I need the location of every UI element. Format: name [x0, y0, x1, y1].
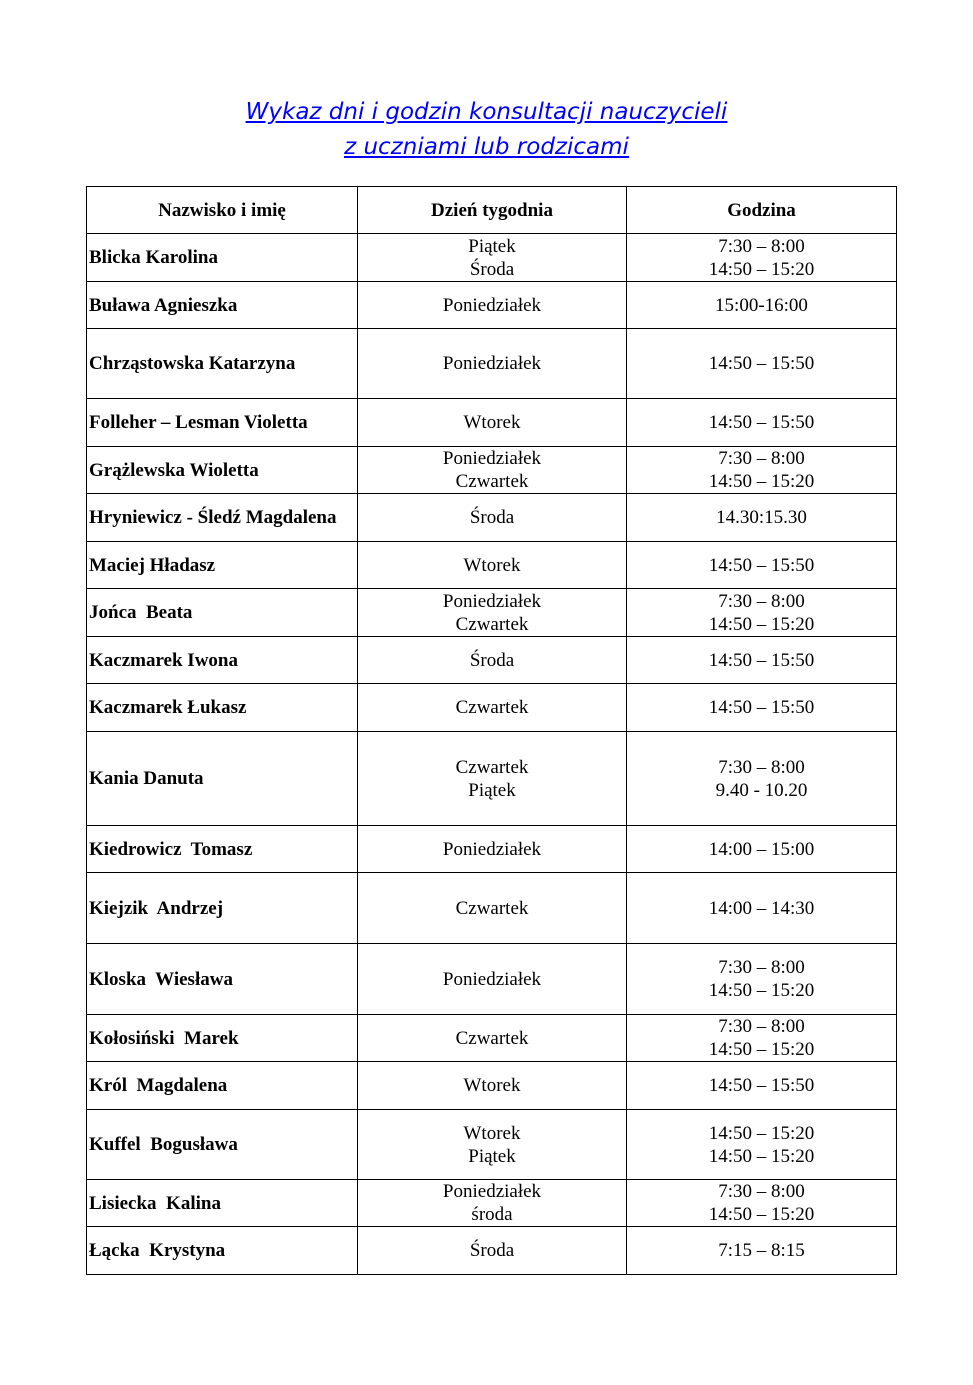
cell-day: Środa — [358, 637, 627, 684]
table-row — [87, 399, 897, 447]
table-body — [87, 234, 897, 1275]
table-row — [87, 589, 897, 637]
cell-day: Czwartek Piątek — [358, 732, 627, 826]
cell-hour: 7:30 – 8:00 14:50 – 15:20 — [627, 1180, 897, 1227]
header-day: Dzień tygodnia — [358, 187, 627, 234]
cell-name: Buława Agnieszka — [87, 282, 358, 329]
table-row — [87, 826, 897, 873]
cell-hour: 14.30:15.30 — [627, 494, 897, 542]
cell-name: Jońca Beata — [87, 589, 358, 637]
cell-day: Czwartek — [358, 1015, 627, 1062]
cell-name: Hryniewicz - Śledź Magdalena — [87, 494, 358, 542]
table-row — [87, 1015, 897, 1062]
table-row — [87, 1180, 897, 1227]
cell-day: Poniedziałek — [358, 826, 627, 873]
cell-hour: 14:50 – 15:50 — [627, 637, 897, 684]
consultation-table — [86, 186, 897, 1275]
cell-day: Wtorek — [358, 542, 627, 589]
cell-name: Folleher – Lesman Violetta — [87, 399, 358, 447]
cell-day: Wtorek — [358, 399, 627, 447]
cell-name: Kaczmarek Iwona — [87, 637, 358, 684]
cell-day: Czwartek — [358, 684, 627, 732]
cell-day: Czwartek — [358, 873, 627, 944]
table-row — [87, 234, 897, 282]
table-row — [87, 944, 897, 1015]
table-row — [87, 732, 897, 826]
cell-name: Król Magdalena — [87, 1062, 358, 1110]
cell-hour: 14:50 – 15:20 14:50 – 15:20 — [627, 1110, 897, 1180]
cell-name: Kania Danuta — [87, 732, 358, 826]
table-row — [87, 542, 897, 589]
cell-hour: 7:30 – 8:00 9.40 - 10.20 — [627, 732, 897, 826]
table-row — [87, 1227, 897, 1275]
cell-hour: 14:50 – 15:50 — [627, 399, 897, 447]
cell-name: Blicka Karolina — [87, 234, 358, 282]
table-row — [87, 494, 897, 542]
title-line-1: Wykaz dni i godzin konsultacji nauczycieli — [245, 99, 728, 125]
cell-name: Łącka Krystyna — [87, 1227, 358, 1275]
title-line-2: z uczniami lub rodzicami — [344, 134, 629, 160]
table-row — [87, 684, 897, 732]
header-hour: Godzina — [627, 187, 897, 234]
cell-hour: 7:30 – 8:00 14:50 – 15:20 — [627, 1015, 897, 1062]
cell-day: Poniedziałek — [358, 329, 627, 399]
table-row — [87, 637, 897, 684]
cell-day: Poniedziałek — [358, 282, 627, 329]
cell-hour: 7:30 – 8:00 14:50 – 15:20 — [627, 589, 897, 637]
cell-hour: 15:00-16:00 — [627, 282, 897, 329]
cell-name: Kiejzik Andrzej — [87, 873, 358, 944]
cell-hour: 7:30 – 8:00 14:50 – 15:20 — [627, 447, 897, 494]
cell-hour: 7:15 – 8:15 — [627, 1227, 897, 1275]
table-row — [87, 447, 897, 494]
cell-hour: 7:30 – 8:00 14:50 – 15:20 — [627, 944, 897, 1015]
table-row — [87, 329, 897, 399]
table-header-row — [87, 187, 897, 234]
cell-hour: 14:00 – 14:30 — [627, 873, 897, 944]
header-name: Nazwisko i imię — [87, 187, 358, 234]
cell-name: Maciej Hładasz — [87, 542, 358, 589]
cell-name: Kołosiński Marek — [87, 1015, 358, 1062]
cell-name: Kiedrowicz Tomasz — [87, 826, 358, 873]
cell-hour: 14:50 – 15:50 — [627, 684, 897, 732]
cell-name: Kloska Wiesława — [87, 944, 358, 1015]
cell-day: Wtorek Piątek — [358, 1110, 627, 1180]
table-row — [87, 282, 897, 329]
cell-day: Środa — [358, 494, 627, 542]
cell-day: Piątek Środa — [358, 234, 627, 282]
table-row — [87, 1062, 897, 1110]
cell-hour: 14:00 – 15:00 — [627, 826, 897, 873]
cell-day: Poniedziałek — [358, 944, 627, 1015]
cell-name: Lisiecka Kalina — [87, 1180, 358, 1227]
cell-hour: 14:50 – 15:50 — [627, 1062, 897, 1110]
document-title — [0, 95, 973, 165]
table-row — [87, 1110, 897, 1180]
cell-hour: 7:30 – 8:00 14:50 – 15:20 — [627, 234, 897, 282]
cell-name: Kaczmarek Łukasz — [87, 684, 358, 732]
cell-name: Grążlewska Wioletta — [87, 447, 358, 494]
cell-day: Poniedziałek środa — [358, 1180, 627, 1227]
cell-name: Chrząstowska Katarzyna — [87, 329, 358, 399]
cell-hour: 14:50 – 15:50 — [627, 329, 897, 399]
cell-day: Poniedziałek Czwartek — [358, 589, 627, 637]
cell-day: Poniedziałek Czwartek — [358, 447, 627, 494]
cell-name: Kuffel Bogusława — [87, 1110, 358, 1180]
cell-day: Wtorek — [358, 1062, 627, 1110]
table-row — [87, 873, 897, 944]
cell-hour: 14:50 – 15:50 — [627, 542, 897, 589]
cell-day: Środa — [358, 1227, 627, 1275]
